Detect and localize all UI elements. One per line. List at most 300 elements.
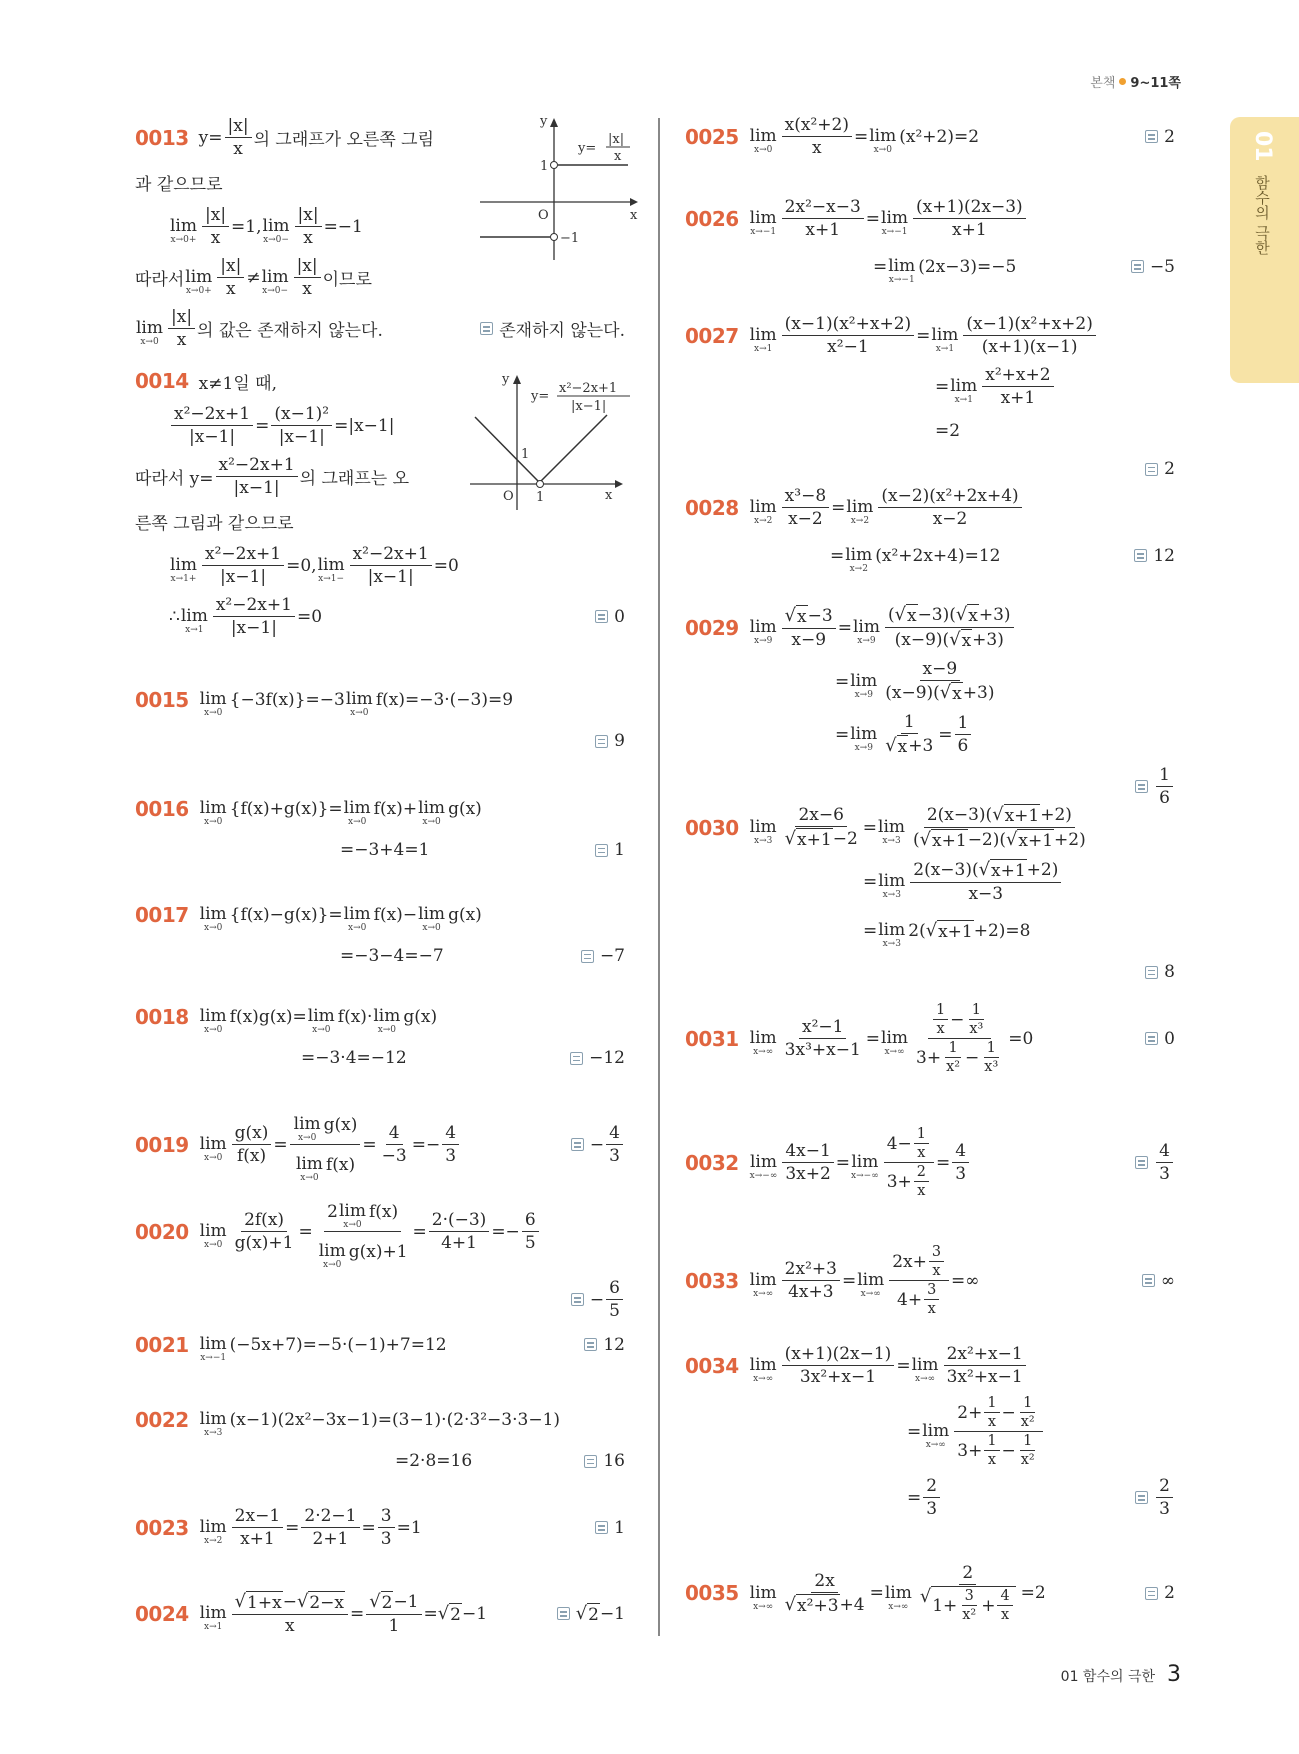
denominator xyxy=(230,138,246,159)
numerator xyxy=(217,256,244,278)
math-group xyxy=(205,544,281,564)
solution-line xyxy=(685,365,1181,408)
limit-subscript: x→∞ xyxy=(915,1374,936,1384)
lim-word: lim xyxy=(136,318,163,338)
math-text: |x−1| xyxy=(230,618,277,638)
math-group xyxy=(189,427,235,447)
fraction xyxy=(882,712,936,757)
math-text: f(x) xyxy=(368,1201,399,1222)
limit xyxy=(200,998,227,1035)
math-group xyxy=(1164,127,1175,147)
math-group xyxy=(957,1433,1039,1468)
lim-word: lim xyxy=(318,1241,346,1261)
problem-0015 xyxy=(135,681,631,764)
math-text: 12 xyxy=(603,1334,625,1355)
math-text: = xyxy=(863,871,878,892)
limit xyxy=(881,200,908,237)
fraction xyxy=(943,1040,963,1075)
radicand xyxy=(381,1591,394,1613)
denominator xyxy=(944,1366,1026,1387)
problem-first-line xyxy=(135,896,631,933)
math-text: 6 xyxy=(957,736,969,756)
math-text: x xyxy=(987,1452,996,1468)
math-text: |x| xyxy=(220,256,242,276)
math-text: = xyxy=(835,1152,851,1173)
math-text: x+1 xyxy=(938,921,973,942)
problem-first-line xyxy=(135,1106,631,1183)
math-group xyxy=(805,220,840,240)
math-text: +2) xyxy=(1054,830,1086,850)
math-text: +3) xyxy=(972,630,1004,650)
math-text: x xyxy=(927,1301,936,1317)
math-group xyxy=(987,1395,996,1411)
math-text: 2x²−x−3 xyxy=(784,197,861,217)
answer-icon xyxy=(1145,966,1158,979)
math-group xyxy=(327,1193,398,1230)
page-footer xyxy=(1061,1662,1181,1687)
math-text: 2x xyxy=(814,1570,835,1591)
math-text: g(x)+1 xyxy=(348,1241,408,1262)
fraction xyxy=(1018,1395,1038,1430)
math-text: −3)( xyxy=(917,605,956,625)
math-group xyxy=(233,139,243,159)
math-text: =1, xyxy=(231,216,262,237)
lim-word: lim xyxy=(343,904,371,924)
math-group xyxy=(785,486,826,506)
answer-icon xyxy=(1145,130,1158,143)
math-group xyxy=(1018,831,1053,851)
fraction xyxy=(213,595,295,638)
numerator xyxy=(290,1106,361,1145)
problem-0031 xyxy=(685,1002,1181,1083)
lim-word: lim xyxy=(199,1221,227,1241)
graph-one-label: 1 xyxy=(540,159,549,174)
radical-icon: √ xyxy=(992,804,1004,825)
problem-first-line xyxy=(685,197,1181,240)
fraction xyxy=(232,1123,272,1166)
math-group xyxy=(1159,1141,1170,1161)
math-text: − xyxy=(965,1047,980,1068)
math-group xyxy=(863,859,1063,904)
math-text: (x+1)(2x−1) xyxy=(784,1344,892,1364)
math-text: =0 xyxy=(433,555,459,576)
answer xyxy=(1135,1141,1181,1184)
numerator xyxy=(202,544,284,566)
column-divider xyxy=(658,118,660,1636)
denominator xyxy=(979,336,1081,357)
lim-word: lim xyxy=(199,904,227,924)
math-text: 존재하지 않는다. xyxy=(499,321,625,341)
math-text: = xyxy=(285,1517,300,1538)
math-group xyxy=(235,1233,294,1253)
answer-icon xyxy=(584,1338,597,1351)
problem-first-line xyxy=(135,116,631,159)
graph-x-label: x xyxy=(605,488,613,503)
limit-subscript: x→1 xyxy=(954,395,973,405)
fraction xyxy=(955,713,972,756)
fraction xyxy=(290,1106,361,1183)
denominator xyxy=(237,1528,278,1549)
problem-number: 0024 xyxy=(135,1601,189,1626)
math-text: 4 xyxy=(955,1141,967,1161)
numerator xyxy=(955,713,972,735)
square-root xyxy=(235,1591,283,1613)
math-group xyxy=(1023,1433,1032,1449)
solution-line xyxy=(135,1446,631,1476)
problem-first-line xyxy=(685,1244,1181,1317)
denominator xyxy=(785,1281,836,1302)
radicand xyxy=(906,604,918,626)
math-text: = xyxy=(869,1583,884,1603)
limit-subscript: x→0 xyxy=(204,1153,223,1163)
math-group xyxy=(888,604,1011,626)
math-text: 3 xyxy=(1159,1499,1170,1519)
math-group xyxy=(913,859,1058,881)
math-text: x² xyxy=(946,1059,961,1075)
problem-number: 0026 xyxy=(685,206,739,231)
math-group xyxy=(199,1106,461,1183)
denominator xyxy=(925,1300,939,1317)
limit-subscript: x→0 xyxy=(140,337,159,347)
math-text: 8 xyxy=(1164,962,1175,982)
lim-word: lim xyxy=(850,724,878,744)
fraction xyxy=(982,365,1053,408)
math-text: (−5x+7)=−5·(−1)+7=12 xyxy=(229,1334,447,1355)
problem-0016 xyxy=(135,790,631,873)
denominator xyxy=(824,336,871,357)
math-group xyxy=(798,805,843,825)
lim-word: lim xyxy=(170,555,197,575)
square-root xyxy=(956,604,979,626)
solution-line xyxy=(135,506,631,536)
math-group xyxy=(135,256,372,299)
math-group xyxy=(785,115,849,135)
problem-first-line xyxy=(135,1193,631,1270)
limit xyxy=(850,663,877,700)
denominator xyxy=(802,219,843,240)
denominator xyxy=(788,629,829,650)
denominator xyxy=(966,1020,986,1037)
numerator xyxy=(984,1433,999,1451)
math-group xyxy=(968,884,1003,904)
square-root xyxy=(895,604,918,626)
limit-subscript: x→0 xyxy=(204,923,223,933)
math-group xyxy=(935,365,1056,408)
answer-icon xyxy=(595,610,608,623)
fraction xyxy=(910,804,1089,851)
denominator xyxy=(894,1281,944,1317)
lim-word: lim xyxy=(911,1355,939,1375)
numerator xyxy=(914,1126,929,1144)
problem-first-line xyxy=(135,1506,631,1549)
problem-0021 xyxy=(135,1326,631,1371)
math-group xyxy=(952,684,962,704)
math-text: {f(x)+g(x)}= xyxy=(229,798,343,819)
fraction xyxy=(202,544,284,587)
limit xyxy=(857,1262,884,1299)
math-group xyxy=(303,228,313,248)
denominator xyxy=(385,1615,402,1636)
math-text: (x²+2)=2 xyxy=(899,126,980,147)
math-text: 1 xyxy=(935,1002,946,1018)
radical-icon: √ xyxy=(949,629,961,650)
math-text: x+1 xyxy=(1004,806,1040,826)
math-text: −7 xyxy=(599,946,625,966)
problem-0024 xyxy=(135,1591,631,1644)
limit xyxy=(200,1401,227,1438)
answer xyxy=(1145,1583,1181,1603)
limit xyxy=(888,248,915,285)
limit xyxy=(294,1106,321,1143)
math-group xyxy=(897,1282,941,1317)
math-group xyxy=(749,1002,1034,1075)
numerator xyxy=(1020,1433,1035,1451)
math-text: 4− xyxy=(886,1133,912,1154)
limit-subscript: x→0 xyxy=(754,145,773,155)
math-text: x²−1 xyxy=(827,337,869,357)
denominator xyxy=(892,628,1007,651)
fraction xyxy=(379,1123,410,1166)
fraction xyxy=(171,404,253,447)
math-text: −1 xyxy=(393,1592,419,1612)
math-group xyxy=(948,1040,957,1056)
limit xyxy=(750,200,777,237)
math-group xyxy=(785,314,911,334)
denominator xyxy=(174,329,190,350)
limit-subscript: x→0+ xyxy=(170,235,197,245)
chapter-number: 01 xyxy=(1250,131,1275,162)
solution-line xyxy=(135,205,631,248)
math-text: 16 xyxy=(603,1451,625,1471)
denominator xyxy=(1156,1163,1173,1184)
math-text: +4 xyxy=(839,1594,865,1615)
denominator xyxy=(234,1145,269,1166)
math-text: |x| xyxy=(171,307,193,327)
math-group xyxy=(199,896,482,933)
graph-origin-label: O xyxy=(503,489,514,504)
math-text: − xyxy=(950,1009,965,1030)
problem-number: 0033 xyxy=(685,1268,739,1293)
math-text: x xyxy=(210,228,221,248)
math-text: 2x−6 xyxy=(798,805,844,825)
math-text: x xyxy=(952,684,962,704)
math-group xyxy=(952,220,987,240)
problem-0018 xyxy=(135,998,631,1081)
math-group xyxy=(932,1244,941,1260)
math-group xyxy=(802,1017,843,1037)
limit-subscript: x→0 xyxy=(422,923,441,933)
math-group xyxy=(614,840,625,860)
problem-first-line xyxy=(685,1126,1181,1199)
lim-word: lim xyxy=(852,617,880,637)
math-text: x+1 xyxy=(952,220,987,240)
denominator xyxy=(965,883,1006,904)
numerator xyxy=(782,1141,833,1163)
numerator xyxy=(878,486,1021,508)
math-group xyxy=(247,1593,282,1613)
fraction xyxy=(913,1002,1006,1075)
numerator xyxy=(378,1506,395,1528)
math-text: x xyxy=(917,1183,926,1199)
problem-0022 xyxy=(135,1401,631,1484)
math-group xyxy=(1159,1164,1170,1184)
math-group xyxy=(1159,1476,1170,1496)
math-text: 2 xyxy=(1164,459,1175,479)
lim-word: lim xyxy=(343,798,371,818)
lim-word: lim xyxy=(749,1270,777,1290)
fraction xyxy=(429,1210,490,1253)
math-text: =2 xyxy=(1020,1583,1046,1603)
radical-icon: √ xyxy=(234,1591,247,1612)
math-group xyxy=(382,1593,393,1613)
limit-subscript: x→0 xyxy=(348,817,367,827)
numerator xyxy=(1156,765,1173,787)
answer-icon xyxy=(1145,1587,1158,1600)
math-group xyxy=(932,1588,1014,1623)
math-text: 1 xyxy=(987,1433,997,1449)
graph-eq-num: x²−2x+1 xyxy=(559,381,618,396)
math-text: 과 같으므로 xyxy=(135,174,223,195)
math-group xyxy=(609,1123,620,1143)
answer xyxy=(570,1048,631,1068)
lim-word: lim xyxy=(878,920,906,940)
numerator xyxy=(984,1040,999,1058)
problem-number: 0018 xyxy=(135,1004,189,1029)
limit-subscript: x→0 xyxy=(343,1220,362,1230)
problem-number: 0027 xyxy=(685,323,739,348)
math-text: −2 xyxy=(832,829,858,849)
fraction xyxy=(782,805,861,850)
radicand xyxy=(587,1603,600,1625)
problem-0028 xyxy=(685,486,1181,582)
math-text: 4+1 xyxy=(441,1233,477,1253)
limit xyxy=(308,998,335,1035)
denominator xyxy=(797,1366,879,1387)
math-text: = xyxy=(362,1134,377,1155)
fraction xyxy=(1156,765,1173,808)
math-text: 의 그래프가 오른쪽 그림 xyxy=(253,130,435,150)
limit-subscript: x→3 xyxy=(204,1428,223,1438)
math-text: (x−9)( xyxy=(894,630,950,650)
math-text: 3+ xyxy=(916,1047,942,1068)
denominator xyxy=(955,735,972,756)
denominator xyxy=(910,828,1089,851)
problem-first-line xyxy=(135,1591,631,1636)
limit xyxy=(418,790,445,827)
math-group xyxy=(1154,765,1175,808)
denominator xyxy=(606,1145,623,1166)
numerator xyxy=(913,197,1026,219)
fraction xyxy=(959,1588,979,1623)
numerator xyxy=(782,1259,840,1281)
math-text: =0, xyxy=(286,555,317,576)
limit-subscript: x→0+ xyxy=(185,286,212,296)
denominator xyxy=(282,1615,298,1636)
denominator xyxy=(914,1144,928,1161)
math-group xyxy=(199,1591,487,1636)
math-group xyxy=(1153,546,1175,566)
denominator xyxy=(985,1451,999,1468)
problem-0013 xyxy=(135,116,631,358)
lim-word: lim xyxy=(851,1152,879,1172)
math-text: 2 xyxy=(588,1604,599,1625)
denominator xyxy=(299,278,315,299)
fraction xyxy=(884,1126,934,1199)
math-group xyxy=(135,455,409,498)
math-text: = xyxy=(273,1134,288,1155)
fraction xyxy=(1156,1141,1173,1184)
math-text: x² xyxy=(962,1607,977,1623)
math-group xyxy=(927,804,1072,826)
math-text: x+1 xyxy=(932,831,967,851)
numerator xyxy=(782,486,829,508)
math-group xyxy=(887,1164,931,1199)
math-group xyxy=(835,712,973,757)
math-text: = xyxy=(873,256,888,277)
square-root xyxy=(576,1603,600,1625)
math-text: 3+ xyxy=(957,1440,983,1461)
limit-subscript: x→∞ xyxy=(884,1047,905,1057)
math-group xyxy=(749,1244,980,1317)
problem-0017 xyxy=(135,896,631,979)
math-group xyxy=(211,228,221,248)
math-group xyxy=(957,1395,1039,1430)
math-group xyxy=(450,1605,461,1625)
limit xyxy=(750,489,777,526)
math-text: 4 xyxy=(388,1123,400,1143)
math-text: x≠1일 때, xyxy=(198,373,277,394)
math-group xyxy=(749,1563,1046,1623)
math-group xyxy=(797,1596,838,1616)
limit-subscript: x→9 xyxy=(854,690,873,700)
numerator xyxy=(914,1164,929,1182)
lim-word: lim xyxy=(884,1582,912,1603)
math-text: =− xyxy=(411,1134,441,1155)
lim-word: lim xyxy=(373,1006,401,1026)
lim-word: lim xyxy=(857,1270,885,1290)
math-text: g(x) xyxy=(448,904,482,925)
lim-word: lim xyxy=(749,617,777,637)
denominator xyxy=(315,1232,411,1270)
math-group xyxy=(969,1021,983,1037)
problem-number: 0030 xyxy=(685,815,739,840)
solution-line xyxy=(135,455,631,498)
math-text: −12 xyxy=(589,1048,625,1068)
fraction xyxy=(225,116,252,159)
answer-icon xyxy=(595,1521,608,1534)
math-text: (x−1)² xyxy=(274,404,330,424)
math-text: x³ xyxy=(984,1059,999,1075)
math-group xyxy=(590,1278,625,1321)
math-group xyxy=(177,330,187,350)
limit-subscript: x→0 xyxy=(350,708,369,718)
numerator xyxy=(202,205,229,227)
numerator xyxy=(962,1588,977,1606)
answer xyxy=(595,607,631,627)
limit xyxy=(170,208,197,245)
graph-minus-one-label: −1 xyxy=(560,231,580,246)
math-text: 1 xyxy=(903,712,915,732)
limit-subscript: x→3 xyxy=(882,939,901,949)
math-text: x xyxy=(968,606,978,626)
lim-word: lim xyxy=(199,1603,227,1623)
fraction xyxy=(933,1002,948,1037)
numerator xyxy=(232,1506,283,1528)
denominator xyxy=(365,566,417,587)
limit-subscript: x→0 xyxy=(873,145,892,155)
math-text: x²−2x+1 xyxy=(205,544,282,564)
numerator xyxy=(782,1344,895,1366)
